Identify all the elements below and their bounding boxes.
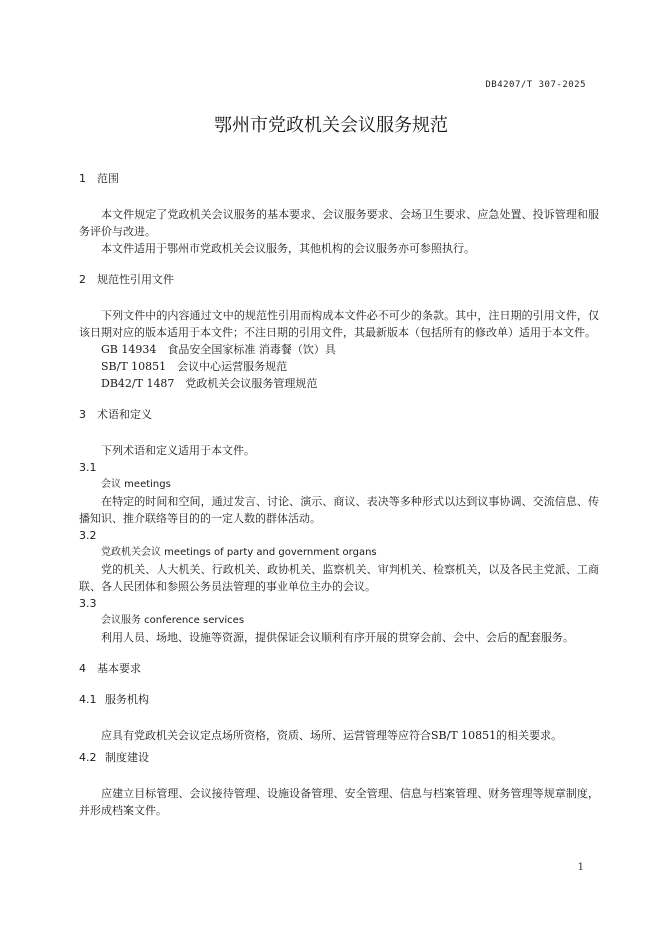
subsection-number: 4.1 — [79, 693, 97, 706]
page-number: 1 — [577, 862, 584, 873]
document-title: 鄂州市党政机关会议服务规范 — [214, 115, 448, 136]
section-number: 3 — [79, 408, 86, 421]
paragraph: 下列术语和定义适用于本文件。 — [101, 444, 255, 457]
reference-item: GB 14934 食品安全国家标准 消毒餐（饮）具 — [101, 343, 336, 356]
reference-item: DB42/T 1487 党政机关会议服务管理规范 — [101, 377, 318, 390]
section-number: 1 — [79, 172, 86, 185]
paragraph: 下列文件中的内容通过文中的规范性引用而构成本文件必不可少的条款。其中，注日期的引用文件，仅该日期对应的版本适用于本文件；不注日期的引用文件，其最新版本（包括所有的修改单）适用于本文件。 — [79, 309, 599, 339]
section-number: 4 — [79, 662, 86, 675]
subsection-heading-4-2 — [79, 749, 599, 766]
section-title: 范围 — [97, 172, 119, 185]
term-definition: 利用人员、场地、设施等资源，提供保证会议顺利有序开展的贯穿会前、会中、会后的配套服务。 — [101, 631, 574, 644]
section-title: 术语和定义 — [97, 408, 152, 421]
subsection-heading-4-1 — [79, 691, 599, 708]
term-name: 会议 meetings — [101, 479, 171, 490]
section-number: 2 — [79, 273, 86, 286]
section-title: 规范性引用文件 — [97, 273, 174, 286]
section-title: 基本要求 — [97, 662, 141, 675]
section-heading-2 — [79, 271, 599, 288]
section-heading-4 — [79, 660, 599, 677]
term-number: 3.1 — [79, 461, 97, 474]
section-heading-3 — [79, 406, 599, 423]
term-number: 3.2 — [79, 529, 97, 542]
subsection-title: 制度建设 — [105, 751, 149, 764]
paragraph: 本文件规定了党政机关会议服务的基本要求、会议服务要求、会场卫生要求、应急处置、投诉管理和服务评价与改进。 — [79, 208, 599, 238]
subsection-title: 服务机构 — [105, 693, 149, 706]
term-number: 3.3 — [79, 597, 97, 610]
paragraph: 本文件适用于鄂州市党政机关会议服务，其他机构的会议服务亦可参照执行。 — [101, 242, 475, 255]
term-definition: 党的机关、人大机关、行政机关、政协机关、监察机关、审判机关、检察机关，以及各民主党派、工商联、各人民团体和参照公务员法管理的事业单位主办的会议。 — [79, 563, 599, 593]
term-definition: 在特定的时间和空间，通过发言、讨论、演示、商议、表决等多种形式以达到议事协调、交流信息、传播知识、推介联络等目的的一定人数的群体活动。 — [79, 495, 599, 525]
paragraph: 应建立目标管理、会议接待管理、设施设备管理、安全管理、信息与档案管理、财务管理等规章制度，并形成档案文件。 — [79, 787, 599, 817]
subsection-number: 4.2 — [79, 751, 97, 764]
document-code: DB4207/T 307-2025 — [485, 80, 586, 90]
term-name: 党政机关会议 meetings of party and government organs — [101, 547, 377, 558]
document-body — [79, 170, 599, 819]
reference-item: SB/T 10851 会议中心运营服务规范 — [101, 360, 288, 373]
term-name: 会议服务 conference services — [101, 615, 245, 626]
section-heading-1 — [79, 170, 599, 187]
paragraph: 应具有党政机关会议定点场所资格，资质、场所、运营管理等应符合SB/T 10851的相关要求。 — [101, 729, 563, 742]
